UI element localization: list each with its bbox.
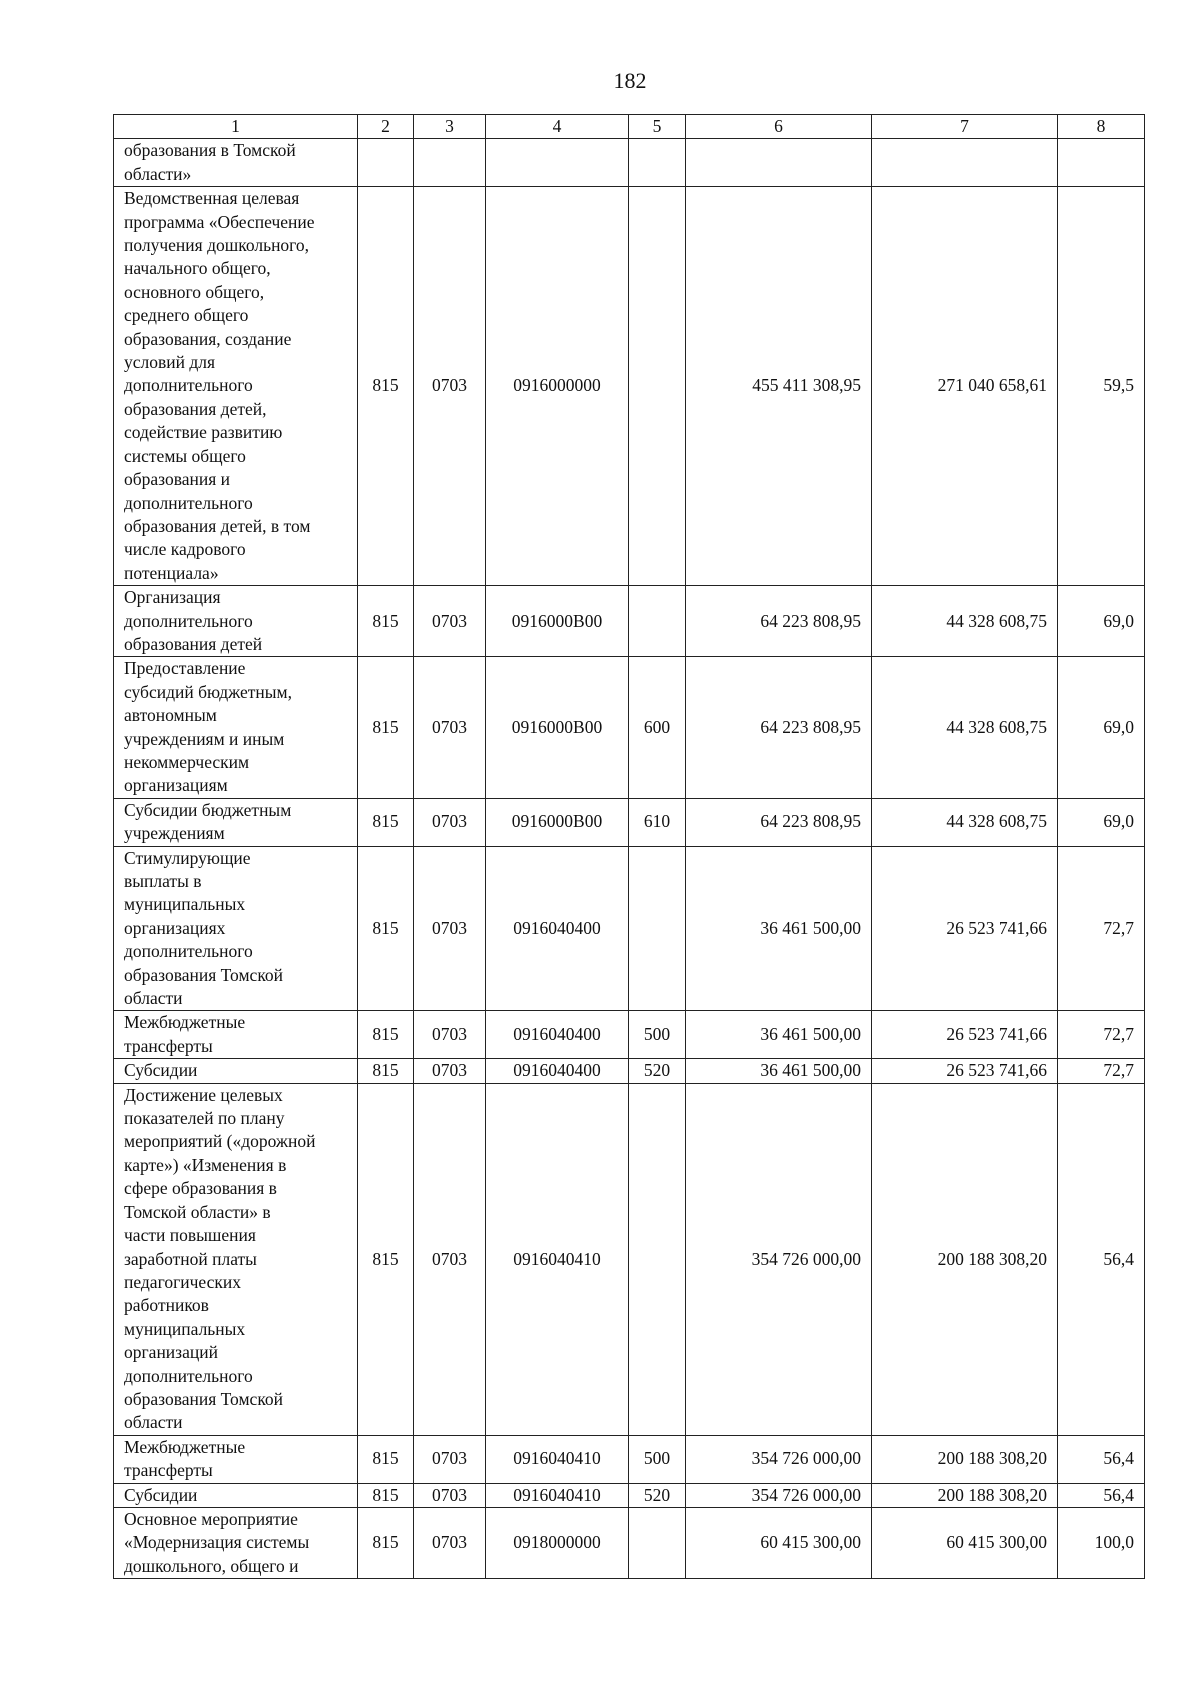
execution-percent-cell: 56,4 [1058, 1435, 1145, 1483]
expense-type-cell: 520 [629, 1483, 686, 1507]
section-code-cell: 0703 [414, 846, 486, 1011]
admin-code-cell: 815 [358, 1507, 414, 1578]
executed-amount-cell: 44 328 608,75 [872, 798, 1058, 846]
planned-amount-cell: 64 223 808,95 [686, 798, 872, 846]
target-article-cell [486, 139, 629, 187]
table-body [114, 115, 1145, 1579]
column-header-4: 4 [486, 115, 629, 139]
target-article-cell: 0916000000 [486, 187, 629, 586]
planned-amount-cell: 354 726 000,00 [686, 1483, 872, 1507]
page-number: 182 [613, 68, 647, 93]
column-header-5: 5 [629, 115, 686, 139]
section-code-cell: 0703 [414, 1435, 486, 1483]
executed-amount-cell: 200 188 308,20 [872, 1483, 1058, 1507]
table-row [114, 1435, 1145, 1483]
executed-amount-cell: 200 188 308,20 [872, 1435, 1058, 1483]
section-code-cell: 0703 [414, 1483, 486, 1507]
target-article-cell: 0916040410 [486, 1483, 629, 1507]
executed-amount-cell: 26 523 741,66 [872, 1059, 1058, 1083]
table-row [114, 798, 1145, 846]
execution-percent-cell: 100,0 [1058, 1507, 1145, 1578]
execution-percent-cell: 72,7 [1058, 846, 1145, 1011]
column-header-3: 3 [414, 115, 486, 139]
admin-code-cell: 815 [358, 1083, 414, 1435]
section-code-cell: 0703 [414, 798, 486, 846]
row-name-cell: Достижение целевых показателей по плану мероприятий («дорожной карте») «Изменения в сфере образования в Томской области» в части повышения заработной платы педагогических работников муниципальных организаций дополнительного образования Томской области [114, 1083, 358, 1435]
section-code-cell: 0703 [414, 187, 486, 586]
row-name-cell: Предоставление субсидий бюджетным, автономным учреждениям и иным некоммерческим организациям [114, 657, 358, 798]
target-article-cell: 0916040400 [486, 1011, 629, 1059]
executed-amount-cell: 200 188 308,20 [872, 1083, 1058, 1435]
row-name-cell: Ведомственная целевая программа «Обеспечение получения дошкольного, начального общего, основного общего, среднего общего образования, создание условий для дополнительного образования детей, содействие развитию системы общего образования и дополнительного образования детей, в том числе кадрового потенциала» [114, 187, 358, 586]
expense-type-cell [629, 1507, 686, 1578]
planned-amount-cell: 354 726 000,00 [686, 1435, 872, 1483]
expense-type-cell: 600 [629, 657, 686, 798]
planned-amount-cell: 36 461 500,00 [686, 1011, 872, 1059]
table-row [114, 1059, 1145, 1083]
table-row [114, 187, 1145, 586]
budget-table [113, 114, 1145, 1579]
admin-code-cell: 815 [358, 657, 414, 798]
column-header-8: 8 [1058, 115, 1145, 139]
column-header-2: 2 [358, 115, 414, 139]
row-name-cell: Стимулирующие выплаты в муниципальных организациях дополнительного образования Томской области [114, 846, 358, 1011]
target-article-cell: 0916000В00 [486, 657, 629, 798]
row-name-cell: Межбюджетные трансферты [114, 1435, 358, 1483]
executed-amount-cell: 44 328 608,75 [872, 586, 1058, 657]
executed-amount-cell [872, 139, 1058, 187]
execution-percent-cell: 72,7 [1058, 1059, 1145, 1083]
admin-code-cell: 815 [358, 798, 414, 846]
executed-amount-cell: 26 523 741,66 [872, 846, 1058, 1011]
row-name-cell: Межбюджетные трансферты [114, 1011, 358, 1059]
expense-type-cell: 610 [629, 798, 686, 846]
admin-code-cell: 815 [358, 1059, 414, 1083]
executed-amount-cell: 60 415 300,00 [872, 1507, 1058, 1578]
target-article-cell: 0918000000 [486, 1507, 629, 1578]
section-code-cell: 0703 [414, 586, 486, 657]
row-name-cell: Организация дополнительного образования детей [114, 586, 358, 657]
planned-amount-cell: 60 415 300,00 [686, 1507, 872, 1578]
planned-amount-cell: 36 461 500,00 [686, 1059, 872, 1083]
table-row [114, 1011, 1145, 1059]
table-row [114, 1483, 1145, 1507]
row-name-cell: Основное мероприятие «Модернизация системы дошкольного, общего и [114, 1507, 358, 1578]
admin-code-cell [358, 139, 414, 187]
expense-type-cell [629, 1083, 686, 1435]
execution-percent-cell: 69,0 [1058, 657, 1145, 798]
execution-percent-cell [1058, 139, 1145, 187]
row-name-cell: Субсидии бюджетным учреждениям [114, 798, 358, 846]
execution-percent-cell: 56,4 [1058, 1483, 1145, 1507]
execution-percent-cell: 72,7 [1058, 1011, 1145, 1059]
row-name-cell: Субсидии [114, 1059, 358, 1083]
admin-code-cell: 815 [358, 846, 414, 1011]
execution-percent-cell: 59,5 [1058, 187, 1145, 586]
planned-amount-cell: 354 726 000,00 [686, 1083, 872, 1435]
expense-type-cell: 520 [629, 1059, 686, 1083]
row-name-cell: образования в Томской области» [114, 139, 358, 187]
planned-amount-cell: 64 223 808,95 [686, 586, 872, 657]
table-row [114, 657, 1145, 798]
planned-amount-cell [686, 139, 872, 187]
admin-code-cell: 815 [358, 586, 414, 657]
column-header-6: 6 [686, 115, 872, 139]
execution-percent-cell: 69,0 [1058, 798, 1145, 846]
section-code-cell: 0703 [414, 1011, 486, 1059]
expense-type-cell: 500 [629, 1435, 686, 1483]
planned-amount-cell: 36 461 500,00 [686, 846, 872, 1011]
executed-amount-cell: 44 328 608,75 [872, 657, 1058, 798]
planned-amount-cell: 455 411 308,95 [686, 187, 872, 586]
expense-type-cell [629, 586, 686, 657]
admin-code-cell: 815 [358, 1483, 414, 1507]
row-name-cell: Субсидии [114, 1483, 358, 1507]
table-row [114, 846, 1145, 1011]
target-article-cell: 0916040410 [486, 1083, 629, 1435]
expense-type-cell [629, 846, 686, 1011]
expense-type-cell: 500 [629, 1011, 686, 1059]
execution-percent-cell: 56,4 [1058, 1083, 1145, 1435]
table-row [114, 139, 1145, 187]
executed-amount-cell: 26 523 741,66 [872, 1011, 1058, 1059]
target-article-cell: 0916000В00 [486, 586, 629, 657]
admin-code-cell: 815 [358, 187, 414, 586]
admin-code-cell: 815 [358, 1011, 414, 1059]
section-code-cell [414, 139, 486, 187]
execution-percent-cell: 69,0 [1058, 586, 1145, 657]
admin-code-cell: 815 [358, 1435, 414, 1483]
expense-type-cell [629, 139, 686, 187]
target-article-cell: 0916040400 [486, 846, 629, 1011]
table-header-row [114, 115, 1145, 139]
expense-type-cell [629, 187, 686, 586]
table-row [114, 586, 1145, 657]
section-code-cell: 0703 [414, 657, 486, 798]
column-header-7: 7 [872, 115, 1058, 139]
section-code-cell: 0703 [414, 1507, 486, 1578]
table-row [114, 1083, 1145, 1435]
column-header-1: 1 [114, 115, 358, 139]
executed-amount-cell: 271 040 658,61 [872, 187, 1058, 586]
target-article-cell: 0916040410 [486, 1435, 629, 1483]
planned-amount-cell: 64 223 808,95 [686, 657, 872, 798]
section-code-cell: 0703 [414, 1059, 486, 1083]
section-code-cell: 0703 [414, 1083, 486, 1435]
target-article-cell: 0916040400 [486, 1059, 629, 1083]
target-article-cell: 0916000В00 [486, 798, 629, 846]
table-row [114, 1507, 1145, 1578]
